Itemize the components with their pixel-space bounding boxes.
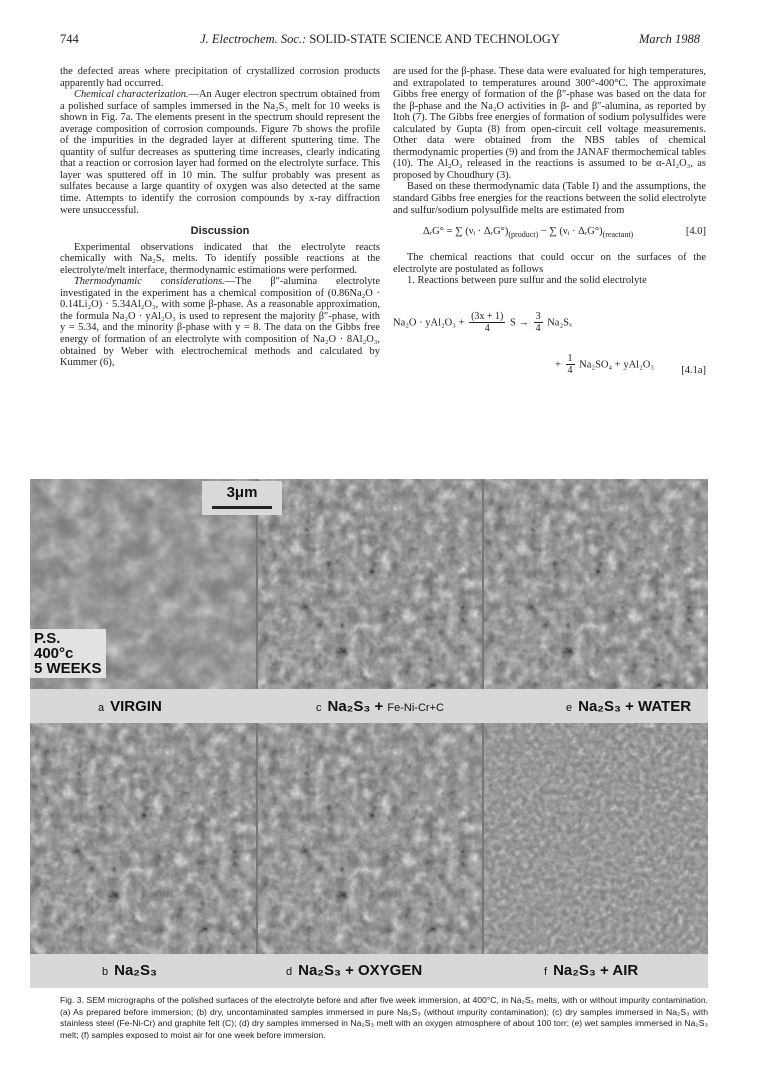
eq-subscript: (reactant) <box>602 230 634 240</box>
panel-letter: a <box>98 702 105 714</box>
journal-name: J. Electrochem. Soc.: <box>200 32 307 46</box>
paragraph: The chemical reactions that could occur on the surfaces of the electrolyte are postulated as follows <box>393 252 706 275</box>
equation-number: [4.1a] <box>681 364 706 376</box>
scale-bar-label: 3μm <box>226 484 258 501</box>
section-heading: Discussion <box>190 225 250 238</box>
panel-caption: Na₂S₃ + AIR <box>553 962 639 979</box>
scale-bar-box <box>202 481 282 515</box>
micrograph-d <box>258 723 482 954</box>
left-column <box>60 66 380 369</box>
panel-caption: Na₂S₃ + <box>327 698 384 715</box>
right-column <box>393 66 706 387</box>
equation-number: [4.0] <box>685 226 706 238</box>
paragraph-lead: Thermodynamic considerations. <box>74 276 225 288</box>
eq-numerator: 3 <box>535 310 541 322</box>
panel-label-e <box>566 698 691 715</box>
page-number: 744 <box>60 32 79 46</box>
equation-expression <box>555 353 654 377</box>
panel-letter: e <box>566 702 573 714</box>
sem-figure <box>30 479 708 988</box>
panel-caption-extra: Fe-Ni-Cr+C <box>387 702 444 714</box>
panel-caption: Na₂S₃ + WATER <box>578 698 692 715</box>
eq-part: ΔᵣG° = ∑ (νᵢ · ΔᵣG°) <box>423 226 509 238</box>
micrograph-texture <box>258 723 482 954</box>
panel-caption: Na₂S₃ <box>114 962 157 979</box>
panel-letter: b <box>102 966 109 978</box>
eq-part: − ∑ (νᵢ · ΔᵣG°) <box>538 226 603 238</box>
paragraph: 1. Reactions between pure sulfur and the solid electrolyte <box>407 275 647 287</box>
eq-part: Na₂O · yAl₂O₃ + <box>393 317 465 329</box>
equation-4-0 <box>393 226 706 244</box>
paragraph-body: —An Auger electron spectrum obtained from a polished surface of samples immersed in the Na₂S₃ melt for 10 weeks is shown in Fig. 7a. The elements present in the spectrum should represent the average composition of corrosion compounds. Figure 7b shows the profile of the impurities in the degraded layer at different sputtering time. The quantity of sulfur decreases as sputtering time increases, clearly indicating that a reaction or corrosion layer had formed on the electrolyte surface. This layer was sputtered off in 10 min. The sulfur probably was present as sulfates because a large quantity of oxygen was also detected at the same time. Attempts to identify the corrosion compounds by x-ray diffraction were unsuccessful. <box>60 89 380 216</box>
equation-4-1a-line2 <box>393 353 706 387</box>
panel-label-c <box>316 698 444 715</box>
micrograph-f <box>484 723 708 954</box>
condition-line: P.S. <box>34 630 61 647</box>
panel-label-d <box>286 962 422 979</box>
paragraph: are used for the β-phase. These data were evaluated for high temperatures, and extrapolated to temperatures around 300°-400°C. The approximate Gibbs free energy of formation of the β″-phase was based on the data for the β-phase and the Na₂O activities in β- and β″-alumina, as reported by Itoh (7). The Gibbs free energies of formation of sodium polysulfides were calculated by Gupta (8) from open-circuit cell voltage measurements. Other data were obtained from the NBS tables of chemical thermodynamic properties (9) and from the JANAF thermochemical tables (10). The Al₂O₃ released in the reactions is assumed to be α-Al₂O₃, as proposed by Choudhury (3). <box>393 66 706 181</box>
eq-numerator: (3x + 1) <box>471 310 504 322</box>
panel-caption: Na₂S₃ + OXYGEN <box>298 962 423 979</box>
panel-letter: f <box>544 966 548 978</box>
equation-4-1a-line1 <box>393 293 706 353</box>
condition-line: 400°c <box>34 645 74 662</box>
equation-expression <box>423 226 633 241</box>
eq-part: + <box>555 359 561 371</box>
eq-fraction <box>534 311 543 335</box>
figure-caption: Fig. 3. SEM micrographs of the polished surfaces of the electrolyte before and after five week immersion, at 400°C, in Na₂S₃ melts, with or without impurity contamination. (a) As prepared before immersion; (b) dry, uncontaminated samples immersed in pure Na₂S₃ (without impurity contamination); (c) dry samples immersed in Na₂S₃ with stainless steel (Fe-Ni-Cr) and graphite felt (C); (d) dry samples immersed in Na₂S₃ melt with an oxygen atmosphere of about 100 torr; (e) wet samples immersed in Na₂S₃ melt; (f) samples exposed to moist air for one week before immersion. <box>60 995 708 1040</box>
paragraph: the defected areas where precipitation of crystallized corrosion products apparently had occurred. <box>60 66 380 89</box>
micrograph-c <box>258 479 482 689</box>
micrograph-e <box>484 479 708 689</box>
panel-label-b <box>102 962 157 979</box>
micrograph-texture <box>484 723 708 954</box>
panel-label-a <box>98 698 162 715</box>
panel-letter: d <box>286 966 293 978</box>
scale-bar <box>212 506 272 509</box>
journal-title <box>60 32 700 47</box>
eq-fraction <box>566 353 575 377</box>
eq-fraction <box>469 311 505 335</box>
paragraph <box>60 89 380 216</box>
equation-expression <box>393 311 572 335</box>
panel-label-f <box>544 962 638 979</box>
paragraph: Experimental observations indicated that the electrolyte reacts chemically with Na₂Sₓ melts. To identify possible reactions at the electrolyte/melt interface, thermodynamic estimations were performed. <box>60 241 380 276</box>
running-header <box>60 32 700 48</box>
eq-numerator: 1 <box>567 352 573 364</box>
paragraph-body: —The β″-alumina electrolyte investigated in the experiment has a chemical composition of (0.86Na₂O · 0.14Li₂O) · 5.34Al₂O₃, with some β-phase. As a reasonable approximation, the formula Na₂O · yAl₂O₃ is used to represent the majority β″-phase, with y = 5.34, and the minority β-phase with y = 8. The data on the Gibbs free energy of formation of an electrolyte with composition of Na₂O · 8Al₂O₃, obtained by Weber with electrochemical methods and calculated by Kummer (6), <box>60 276 380 369</box>
paragraph <box>60 276 380 368</box>
panel-letter: c <box>316 702 322 714</box>
eq-part: S → <box>510 317 529 329</box>
issue-date: March 1988 <box>639 32 700 46</box>
eq-part: Na₂SO₄ + yAl₂O₃ <box>579 359 654 371</box>
micrograph-texture <box>30 723 256 954</box>
paragraph-lead: Chemical characterization. <box>74 89 189 101</box>
panel-caption: VIRGIN <box>110 698 162 715</box>
condition-line: 5 WEEKS <box>34 660 102 677</box>
micrograph-texture <box>484 479 708 689</box>
eq-part: Na₂Sₓ <box>547 317 573 329</box>
eq-denominator: 4 <box>535 323 541 335</box>
sample-condition-label <box>30 629 106 678</box>
micrograph-texture <box>258 479 482 689</box>
paragraph: Based on these thermodynamic data (Table I) and the assumptions, the standard Gibbs free energies for the reactions between the solid electrolyte and sulfur/sodium polysulfide melts are estimated from <box>393 181 706 216</box>
eq-denominator: 4 <box>567 365 573 377</box>
micrograph-b <box>30 723 256 954</box>
eq-denominator: 4 <box>484 323 490 335</box>
journal-section: SOLID-STATE SCIENCE AND TECHNOLOGY <box>309 32 560 46</box>
eq-subscript: (product) <box>508 230 539 240</box>
